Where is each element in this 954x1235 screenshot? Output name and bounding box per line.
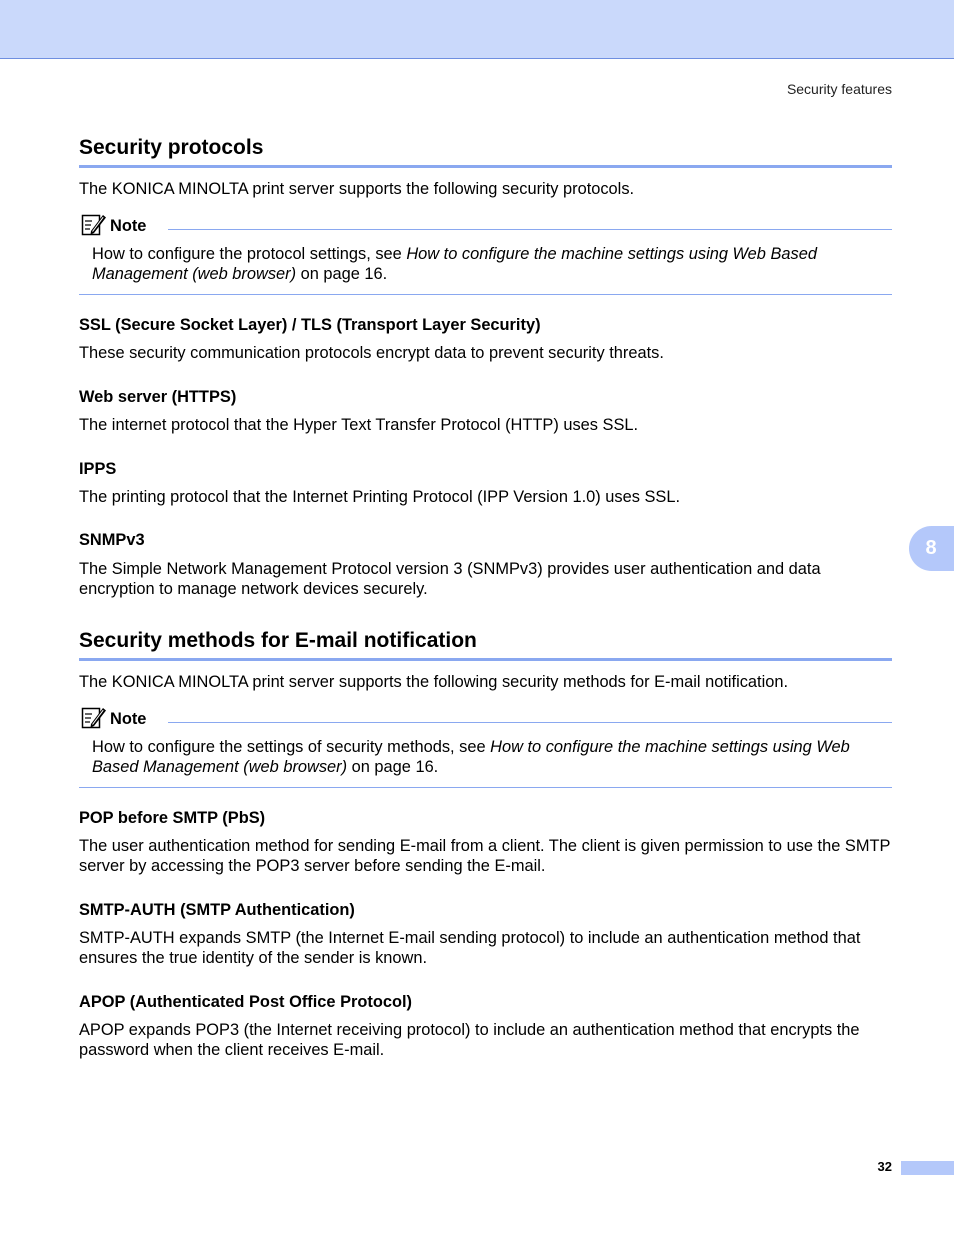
note-label: Note [110, 217, 147, 235]
note-text: How to configure the protocol settings, see How to configure the machine settings using Web Based Management (web browser) on page 16. [92, 245, 817, 283]
subsection-heading-snmpv3: SNMPv3 [79, 531, 145, 549]
note-rule [168, 722, 892, 723]
section-title-security-protocols: Security protocols [79, 136, 264, 159]
note-pencil-icon [81, 705, 107, 729]
section-title-email-security: Security methods for E-mail notification [79, 629, 477, 652]
subsection-text-smtp-auth: SMTP-AUTH expands SMTP (the Internet E-mail sending protocol) to include an authentication method that ensures the true identity of the sender is known. [79, 929, 861, 967]
page-number-bar [901, 1161, 954, 1175]
chapter-tab[interactable]: 8 [909, 526, 954, 571]
note-pencil-icon [81, 212, 107, 236]
page-number: 32 [877, 1159, 892, 1174]
note-rule [168, 229, 892, 230]
subsection-text-ipps: The printing protocol that the Internet Printing Protocol (IPP Version 1.0) uses SSL. [79, 488, 681, 506]
note-cross-reference[interactable]: How to configure the machine settings using Web Based Management (web browser) [92, 245, 817, 283]
subsection-heading-ipps: IPPS [79, 460, 117, 478]
subsection-heading-ssl-tls: SSL (Secure Socket Layer) / TLS (Transport Layer Security) [79, 316, 541, 334]
note-end-rule [79, 787, 892, 788]
note-label: Note [110, 710, 147, 728]
note-header [79, 212, 892, 238]
section-intro: The KONICA MINOLTA print server supports the following security methods for E-mail notification. [79, 673, 789, 691]
subsection-heading-https: Web server (HTTPS) [79, 388, 237, 406]
section-rule [79, 165, 892, 168]
note-cross-reference[interactable]: How to configure the machine settings using Web Based Management (web browser) [92, 738, 850, 776]
subsection-text-ssl-tls: These security communication protocols encrypt data to prevent security threats. [79, 344, 664, 362]
running-header-title: Security features [786, 81, 892, 97]
note-end-rule [79, 294, 892, 295]
section-intro: The KONICA MINOLTA print server supports the following security protocols. [79, 180, 635, 198]
section-rule [79, 658, 892, 661]
subsection-text-pbs: The user authentication method for sending E-mail from a client. The client is given permission to use the SMTP server by accessing the POP3 server before sending the E-mail. [79, 837, 891, 875]
page-header-band [0, 0, 954, 59]
subsection-text-apop: APOP expands POP3 (the Internet receiving protocol) to include an authentication method that encrypts the password when the client receives E-mail. [79, 1021, 860, 1059]
subsection-text-snmpv3: The Simple Network Management Protocol version 3 (SNMPv3) provides user authentication and data encryption to manage network devices securely. [79, 560, 821, 598]
subsection-heading-pbs: POP before SMTP (PbS) [79, 809, 266, 827]
note-header [79, 705, 892, 731]
subsection-heading-smtp-auth: SMTP-AUTH (SMTP Authentication) [79, 901, 355, 919]
subsection-heading-apop: APOP (Authenticated Post Office Protocol) [79, 993, 413, 1011]
note-text: How to configure the settings of security methods, see How to configure the machine settings using Web Based Management (web browser) on page 16. [92, 738, 850, 776]
subsection-text-https: The internet protocol that the Hyper Text Transfer Protocol (HTTP) uses SSL. [79, 416, 639, 434]
